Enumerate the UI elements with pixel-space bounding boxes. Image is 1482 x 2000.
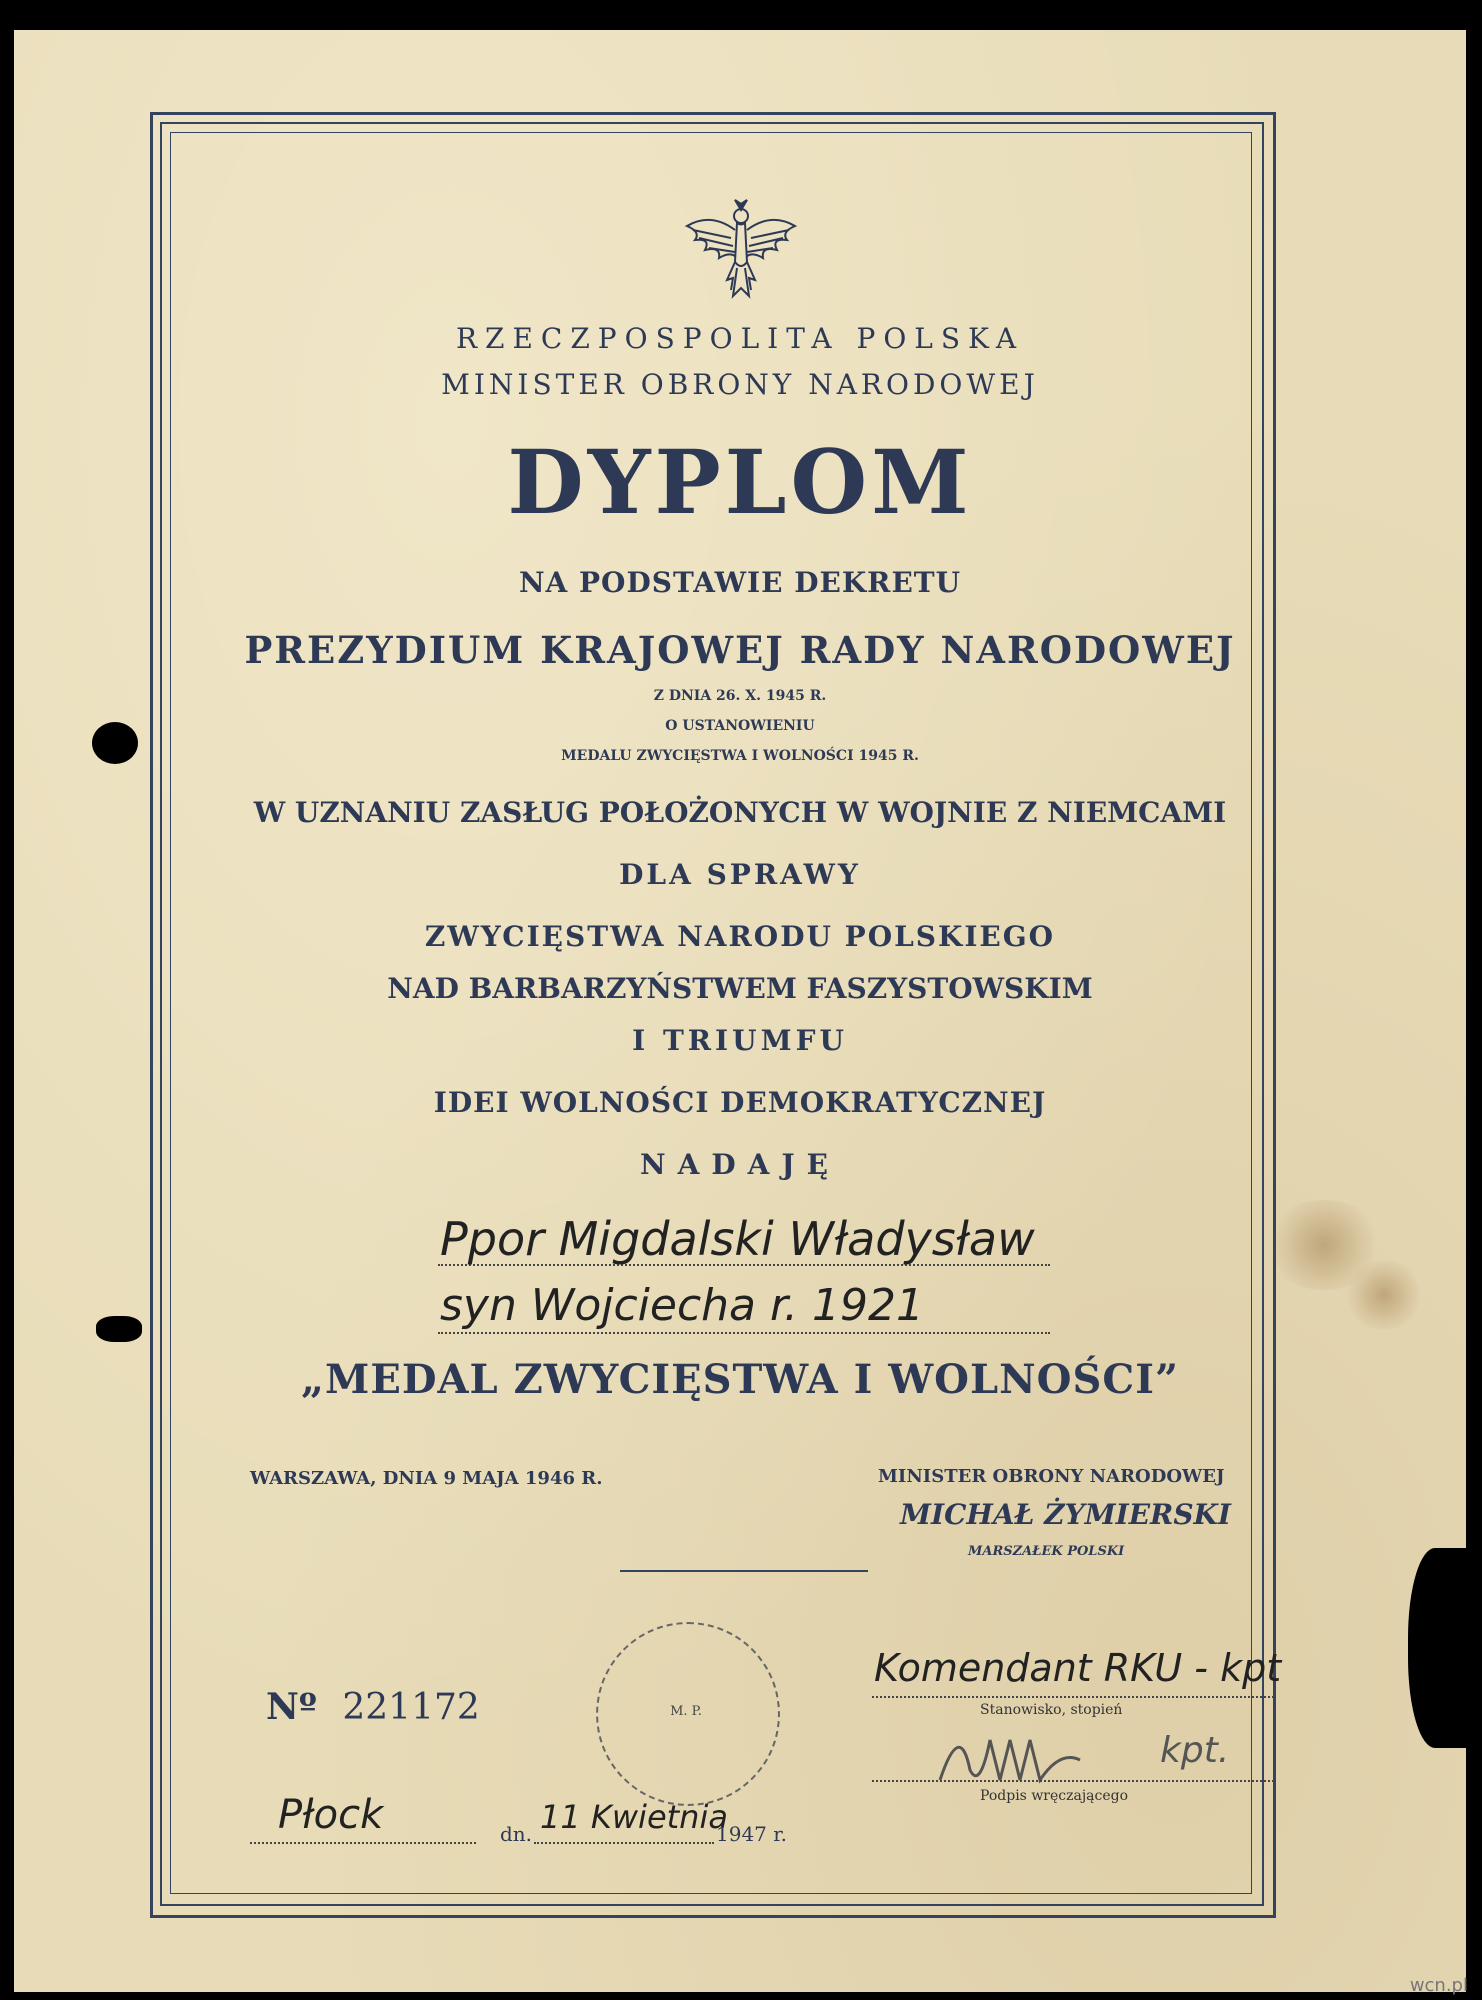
issue-date: 11 Kwietnia bbox=[540, 1798, 728, 1836]
recipient-name: Ppor Migdalski Władysław bbox=[440, 1212, 1035, 1266]
number-prefix: Nº bbox=[266, 1686, 317, 1728]
decree-line-2: PREZYDIUM KRAJOWEJ RADY NARODOWEJ bbox=[244, 628, 1236, 672]
body-line-5: I TRIUMFU bbox=[632, 1024, 848, 1057]
stain bbox=[1344, 1260, 1424, 1330]
decree-date: Z DNIA 26. X. 1945 R. bbox=[653, 688, 827, 704]
header-line-1: RZECZPOSPOLITA POLSKA bbox=[455, 322, 1025, 355]
diploma-number bbox=[266, 1686, 480, 1728]
signature-line bbox=[872, 1780, 1274, 1782]
signature-rule bbox=[620, 1570, 868, 1572]
body-line-3: ZWYCIĘSTWA NARODU POLSKIEGO bbox=[424, 920, 1056, 953]
minister-title: MINISTER OBRONY NARODOWEJ bbox=[878, 1466, 1225, 1487]
issue-year: 1947 r. bbox=[716, 1822, 787, 1846]
award-name: „MEDAL ZWYCIĘSTWA I WOLNOŚCI” bbox=[301, 1356, 1179, 1403]
presenter-position: Komendant RKU - kpt bbox=[874, 1646, 1282, 1690]
minister-rank: MARSZAŁEK POLSKI bbox=[968, 1544, 1125, 1559]
body-line-4: NAD BARBARZYŃSTWEM FASZYSTOWSKIM bbox=[387, 972, 1093, 1005]
body-line-6: IDEI WOLNOŚCI DEMOKRATYCZNEJ bbox=[433, 1086, 1047, 1119]
watermark: wcn.pl bbox=[1409, 1975, 1468, 1996]
header-line-2: MINISTER OBRONY NARODOWEJ bbox=[441, 368, 1039, 401]
minister-name: MICHAŁ ŻYMIERSKI bbox=[900, 1498, 1231, 1531]
decree-medal: MEDALU ZWYCIĘSTWA I WOLNOŚCI 1945 R. bbox=[561, 748, 919, 764]
number-value: 221172 bbox=[342, 1687, 480, 1728]
presenter-signature: kpt. bbox=[1160, 1730, 1230, 1771]
position-line bbox=[872, 1696, 1274, 1698]
position-label: Stanowisko, stopień bbox=[980, 1702, 1123, 1718]
document-title: DYPLOM bbox=[507, 430, 973, 534]
torn-edge bbox=[96, 1316, 142, 1342]
place-date: WARSZAWA, DNIA 9 MAJA 1946 R. bbox=[250, 1468, 603, 1489]
body-line-1: W UZNANIU ZASŁUG POŁOŻONYCH W WOJNIE Z NIEMCAMI bbox=[253, 796, 1227, 829]
issue-place-line bbox=[250, 1842, 476, 1844]
eagle-emblem-icon bbox=[681, 192, 801, 304]
decree-about: O USTANOWIENIU bbox=[665, 718, 815, 734]
decree-line-1: NA PODSTAWIE DEKRETU bbox=[518, 566, 962, 599]
issue-dn-label: dn. bbox=[500, 1822, 533, 1846]
body-line-7: NADAJĘ bbox=[640, 1148, 840, 1181]
recipient-parent-line bbox=[438, 1332, 1050, 1334]
punch-hole bbox=[92, 722, 138, 764]
issue-place: Płock bbox=[278, 1792, 384, 1838]
recipient-parent: syn Wojciecha r. 1921 bbox=[440, 1280, 924, 1331]
issue-date-line bbox=[534, 1842, 714, 1844]
torn-edge bbox=[1408, 1548, 1468, 1748]
body-line-2: DLA SPRAWY bbox=[619, 858, 861, 891]
presenter-signature-icon bbox=[930, 1710, 1150, 1800]
seal-label: M. P. bbox=[670, 1704, 702, 1719]
signature-label: Podpis wręczającego bbox=[980, 1788, 1129, 1804]
